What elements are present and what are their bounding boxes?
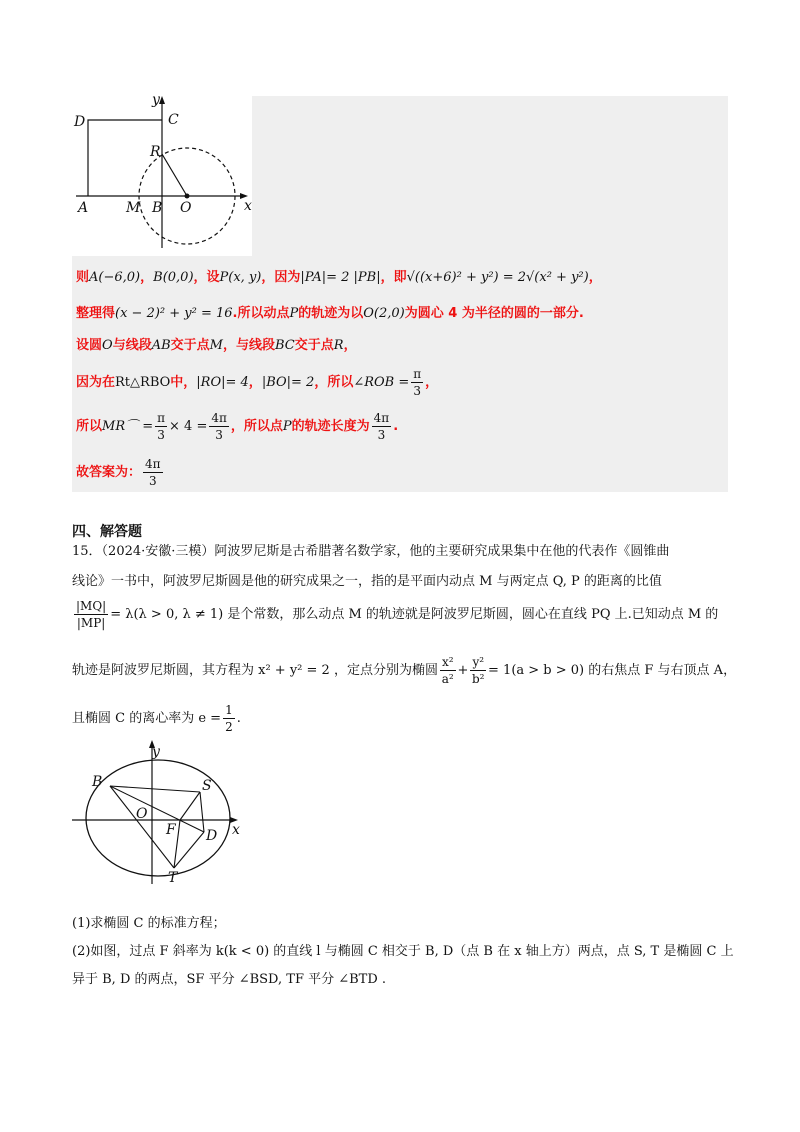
denominator: 3 [413,384,422,398]
math: O(2,0) [363,306,405,321]
math: × 4 = [169,419,208,434]
math: Rt△RBO [115,375,171,390]
math: R [333,338,344,353]
text: 的轨迹为以 [298,306,364,321]
math: |RO|= 4 [196,375,249,390]
label-c: C [168,112,179,128]
problem-line-2: 线论》一书中，阿波罗尼斯圆是他的研究成果之一，指的是平面内动点 M 与两定点 Q, P 的距离的比值 [72,574,662,589]
solution-line-2 [76,302,584,321]
label-f: F [166,822,176,838]
math: P [282,419,292,434]
problem-line-3 [72,598,718,631]
segment-td [174,832,204,868]
segment-bt [110,786,174,868]
segment-ro [162,154,187,196]
math: MR⌒ = [102,419,154,434]
fraction [74,598,108,631]
fraction [440,654,456,687]
text: 则 [76,270,90,285]
text: ，因为 [261,270,301,285]
solution-line-4 [76,366,438,399]
numerator: |MQ| [76,599,107,613]
math: √((x+6)² + y²) = 2√(x² + y²) [406,270,589,285]
math: |PA|= 2 |PB| [300,270,381,285]
math: P [289,306,299,321]
text: .所以动点 [232,306,290,321]
problem-line-4 [72,654,736,687]
label-y: y [152,92,160,108]
text: 因为在 [76,375,116,390]
math: ∠ROB = [353,375,410,390]
text: 为圆心 4 为半径的圆的一部分. [404,306,584,321]
geometry-figure-1 [72,88,252,256]
text: = λ(λ > 0, λ ≠ 1) 是个常数，那么动点 M 的轨迹就是阿波罗尼斯圆，圆心在直线 PQ 上.已知动点 M 的 [110,607,719,622]
text: ， [588,270,602,285]
solution-line-6 [76,456,165,489]
label-r: R [150,144,161,160]
label-x: x [244,198,252,214]
math: (x − 2)² + y² = 16 [115,306,233,321]
text: . [393,419,399,434]
numerator: π [413,367,422,381]
text: + [457,663,469,678]
text: 的轨迹长度为 [291,419,370,434]
numerator: 1 [225,703,233,717]
math: A(−6,0) [89,270,141,285]
denominator: 3 [377,428,386,442]
fraction [223,702,235,735]
segment-bs [110,786,200,792]
denominator: 3 [215,428,223,442]
text: ，所以 [314,375,354,390]
label-d: D [74,114,86,130]
label-d: D [206,828,218,844]
label-s: S [202,778,212,794]
text: ， [248,375,262,390]
figure-apollonius-square [72,88,252,256]
text: = 1(a > b > 0) 的右焦点 F 与右顶点 A， [488,663,737,678]
section-heading: 四、解答题 [72,524,142,540]
numerator: x² [441,655,454,669]
label-m: M [126,200,141,216]
fraction [372,410,392,443]
numerator: 4π [373,411,390,425]
segment-sf [180,792,200,820]
text: 所以 [76,419,103,434]
denominator: 3 [148,474,157,488]
numerator: 4π [145,457,161,471]
text: ，即 [380,270,407,285]
math: |BO|= 2 [261,375,315,390]
text: 交于点 [294,338,334,353]
denominator: a² [441,672,454,686]
label-o: O [180,200,192,216]
text: 故答案为： [76,465,142,480]
text: ， [425,375,439,390]
text: 中， [170,375,197,390]
label-x: x [232,822,240,838]
text: ，设 [193,270,220,285]
fraction [411,366,423,399]
solution-line-5 [76,410,398,443]
solution-line-3 [76,334,357,353]
text: ， [140,270,154,285]
numerator: 4π [211,411,227,425]
numerator: π [157,411,166,425]
math: M [209,338,223,353]
math: P(x, y) [219,270,262,285]
geometry-figure-2 [72,736,252,886]
text: . [236,711,241,726]
figure-ellipse [72,736,252,886]
math: AB [151,338,171,353]
denominator: |MP| [76,616,106,630]
text: 整理得 [76,306,116,321]
denominator: 2 [225,720,233,734]
text: 与线段 [112,338,152,353]
text: 轨迹是阿波罗尼斯圆，其方程为 x² + y² = 2 ，定点分别为椭圆 [72,663,438,678]
denominator: b² [471,672,485,686]
problem-line-1: 15．（2024·安徽·三模）阿波罗尼斯是古希腊著名数学家，他的主要研究成果集中在他的代表作《圆锥曲 [72,544,670,559]
label-a: A [78,200,89,216]
label-b: B [92,774,103,790]
fraction [143,456,163,489]
numerator: y² [472,655,485,669]
math: O [102,338,113,353]
segment-bd [110,786,204,832]
fraction [209,410,229,443]
question-2-line-1: (2)如图，过点 F 斜率为 k(k < 0) 的直线 l 与椭圆 C 相交于 B, D（点 B 在 x 轴上方）两点，点 S, T 是椭圆 C 上 [72,944,734,959]
text: ，所以点 [230,419,283,434]
label-t: T [168,870,178,886]
label-b: B [152,200,163,216]
solution-line-1 [76,266,602,285]
fraction [470,654,486,687]
text: ， [343,338,357,353]
label-y: y [152,744,160,760]
fraction [155,410,167,443]
text: 设圆 [76,338,103,353]
label-o: O [136,806,148,822]
text: 且椭圆 C 的离心率为 e = [72,711,222,726]
denominator: 3 [157,428,165,442]
point-o [185,194,190,199]
problem-line-5 [72,702,241,735]
text: ，与线段 [222,338,275,353]
question-2-line-2: 异于 B, D 的两点，SF 平分 ∠BSD, TF 平分 ∠BTD . [72,972,387,987]
question-1: (1)求椭圆 C 的标准方程； [72,916,226,931]
math: B(0,0) [153,270,194,285]
text: 交于点 [170,338,210,353]
segment-sd [200,792,204,832]
math: BC [275,338,295,353]
